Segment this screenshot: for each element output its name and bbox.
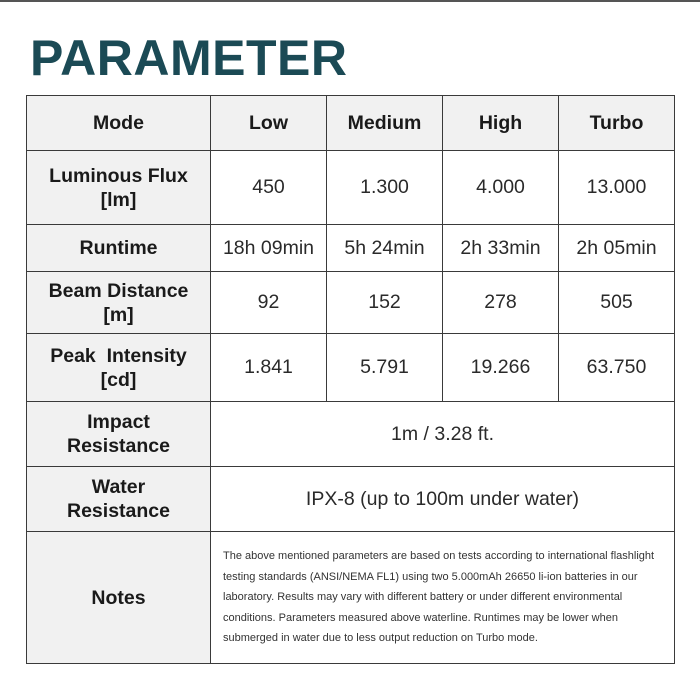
table-row-peak-intensity <box>27 334 675 402</box>
value-cell: 450 <box>211 151 327 225</box>
value-cell: 2h 33min <box>443 225 559 272</box>
label-line: Peak Intensity <box>50 344 187 367</box>
header-medium: Medium <box>327 96 443 151</box>
label-unit: [cd] <box>100 368 137 391</box>
label-line: Beam Distance <box>48 279 189 302</box>
page-title: PARAMETER <box>30 30 348 86</box>
header-high: High <box>443 96 559 151</box>
value-cell: 152 <box>327 272 443 334</box>
label-luminous-flux <box>27 151 211 225</box>
impact-resistance-value: 1m / 3.28 ft. <box>211 402 675 467</box>
notes-text: The above mentioned parameters are based on tests according to international flashlight testing standards (ANSI/NEMA FL1) using two 5.000mAh 26650 li-ion batteries in our laboratory. Results may vary with different battery or under different environmental conditions. Parameters measured above waterline. Runtimes may be lower when submerged in water due to less output reduction on Turbo mode. <box>211 532 675 664</box>
value-cell: 1.841 <box>211 334 327 402</box>
header-turbo: Turbo <box>559 96 675 151</box>
value-cell: 278 <box>443 272 559 334</box>
value-cell: 13.000 <box>559 151 675 225</box>
label-line: Luminous Flux <box>49 164 188 187</box>
label-unit: [m] <box>103 303 134 326</box>
value-cell: 4.000 <box>443 151 559 225</box>
table-row-beam-distance <box>27 272 675 334</box>
value-cell: 92 <box>211 272 327 334</box>
table-row-water-resistance <box>27 467 675 532</box>
value-cell: 1.300 <box>327 151 443 225</box>
water-resistance-value: IPX-8 (up to 100m under water) <box>211 467 675 532</box>
value-cell: 63.750 <box>559 334 675 402</box>
value-cell: 5.791 <box>327 334 443 402</box>
label-line: Resistance <box>67 435 170 457</box>
label-line: Water <box>91 476 146 498</box>
label-peak-intensity <box>27 334 211 402</box>
label-notes: Notes <box>27 532 211 664</box>
label-beam-distance <box>27 272 211 334</box>
value-cell: 5h 24min <box>327 225 443 272</box>
table-row-notes <box>27 532 675 664</box>
table-row-header <box>27 96 675 151</box>
value-cell: 505 <box>559 272 675 334</box>
top-divider <box>0 0 700 2</box>
label-water-resistance <box>27 467 211 532</box>
label-line: Impact <box>87 411 150 433</box>
table-row-impact-resistance <box>27 402 675 467</box>
table-row-runtime <box>27 225 675 272</box>
table-row-luminous-flux <box>27 151 675 225</box>
parameter-table <box>26 95 675 664</box>
header-low: Low <box>211 96 327 151</box>
label-impact-resistance <box>27 402 211 467</box>
value-cell: 18h 09min <box>211 225 327 272</box>
label-unit: [lm] <box>100 188 137 211</box>
value-cell: 2h 05min <box>559 225 675 272</box>
header-mode: Mode <box>27 96 211 151</box>
value-cell: 19.266 <box>443 334 559 402</box>
label-runtime: Runtime <box>27 225 211 272</box>
label-line: Resistance <box>67 500 170 522</box>
